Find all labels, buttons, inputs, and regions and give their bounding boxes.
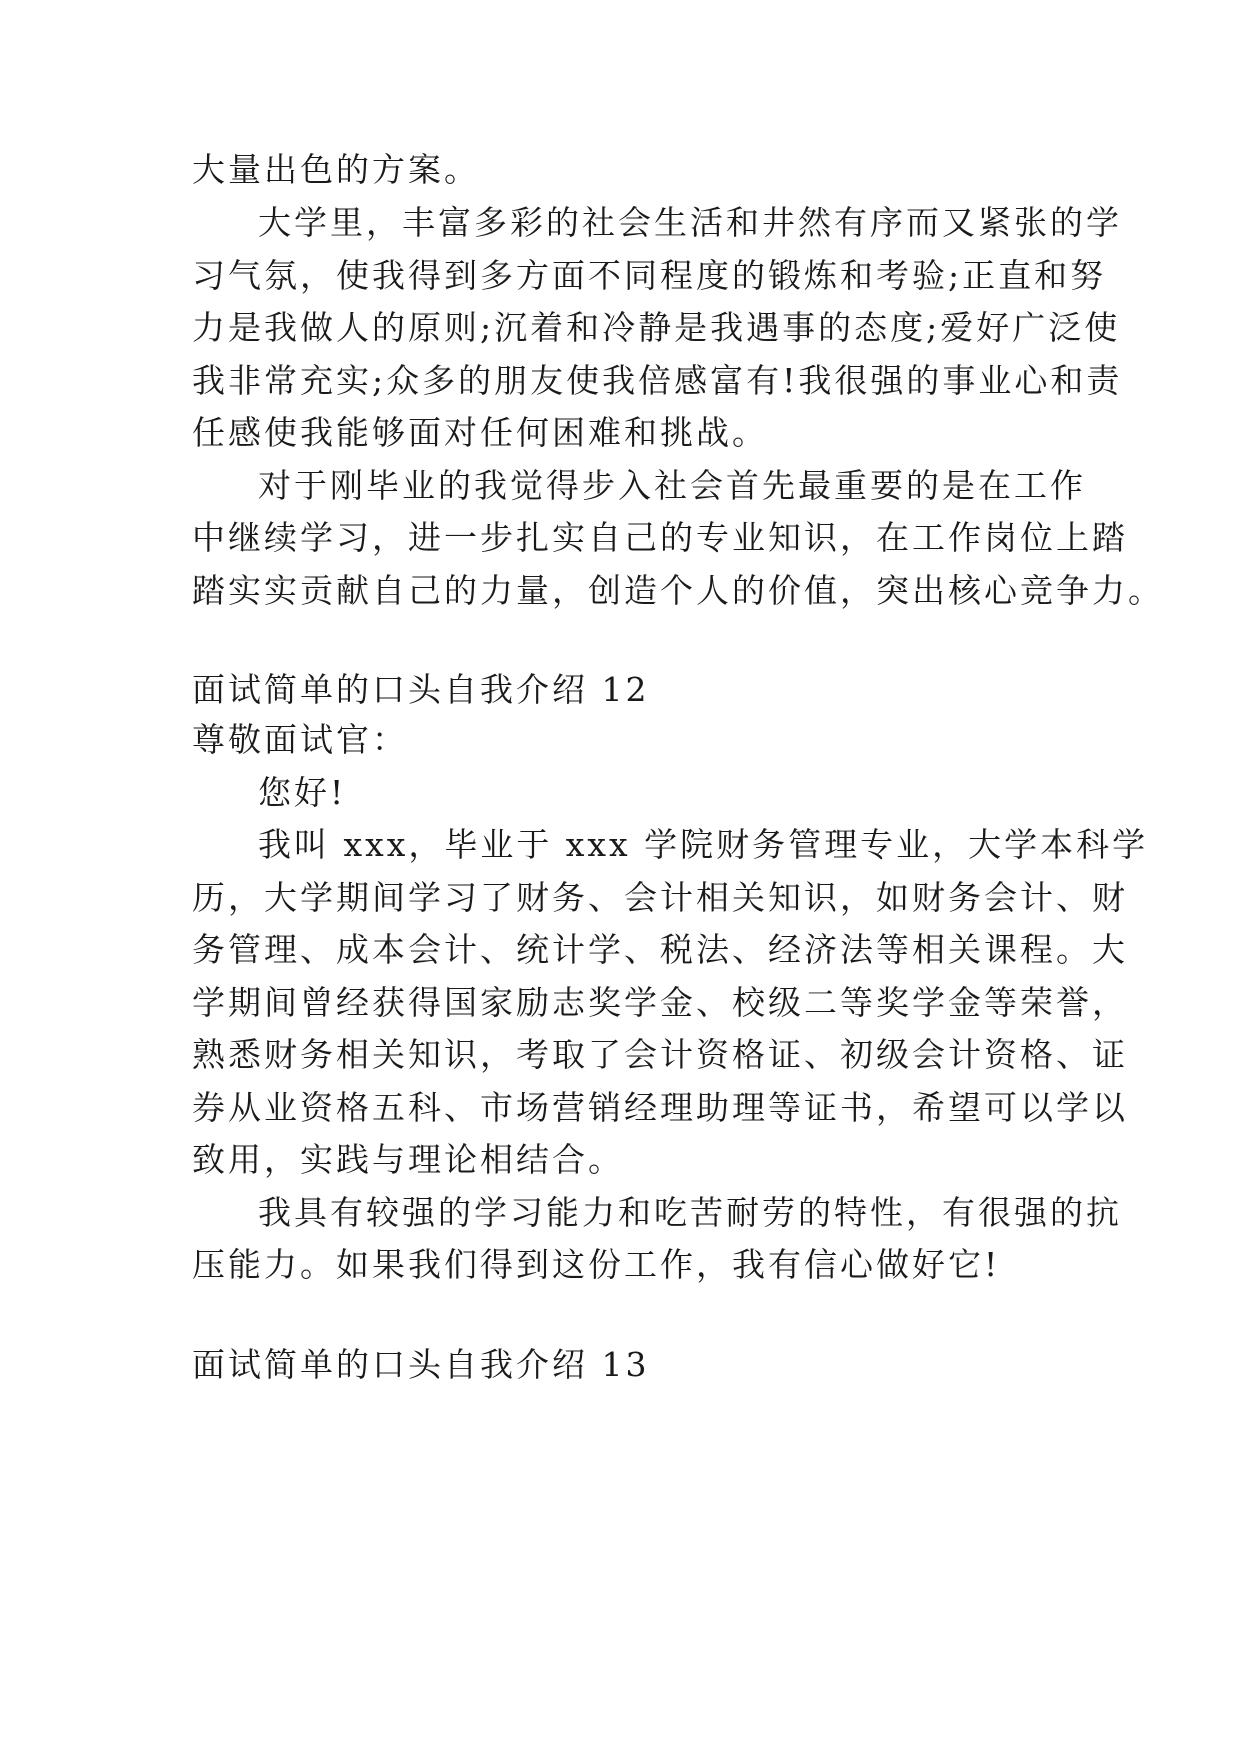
paragraph-line: 力是我做人的原则;沉着和冷静是我遇事的态度;爱好广泛使 bbox=[192, 308, 1121, 347]
paragraph-line: 任感使我能够面对任何困难和挑战。 bbox=[192, 413, 768, 452]
paragraph-line: 踏实实贡献自己的力量，创造个人的价值，突出核心竞争力。 bbox=[192, 571, 1164, 610]
paragraph-line: 大量出色的方案。 bbox=[192, 150, 480, 189]
paragraph-line: 我具有较强的学习能力和吃苦耐劳的特性，有很强的抗 bbox=[258, 1193, 1122, 1232]
paragraph-line: 我叫 xxx，毕业于 xxx 学院财务管理专业，大学本科学 bbox=[258, 825, 1149, 864]
paragraph-line: 学期间曾经获得国家励志奖学金、校级二等奖学金等荣誉， bbox=[192, 983, 1128, 1022]
paragraph-line: 习气氛，使我得到多方面不同程度的锻炼和考验;正直和努 bbox=[192, 256, 1107, 295]
paragraph-line: 务管理、成本会计、统计学、税法、经济法等相关课程。大 bbox=[192, 930, 1128, 969]
paragraph-line: 压能力。如果我们得到这份工作，我有信心做好它! bbox=[192, 1245, 1001, 1284]
paragraph-line: 对于刚毕业的我觉得步入社会首先最重要的是在工作 bbox=[258, 466, 1086, 505]
paragraph-line: 大学里，丰富多彩的社会生活和井然有序而又紧张的学 bbox=[258, 203, 1122, 242]
section-heading: 面试简单的口头自我介绍 12 bbox=[192, 670, 650, 709]
paragraph-line: 历，大学期间学习了财务、会计相关知识，如财务会计、财 bbox=[192, 878, 1128, 917]
paragraph-line: 熟悉财务相关知识，考取了会计资格证、初级会计资格、证 bbox=[192, 1035, 1128, 1074]
paragraph-line: 券从业资格五科、市场营销经理助理等证书，希望可以学以 bbox=[192, 1088, 1128, 1127]
paragraph-line: 致用，实践与理论相结合。 bbox=[192, 1140, 624, 1179]
greeting: 您好! bbox=[258, 773, 347, 812]
section-heading: 面试简单的口头自我介绍 13 bbox=[192, 1345, 650, 1384]
paragraph-line: 中继续学习，进一步扎实自己的专业知识，在工作岗位上踏 bbox=[192, 518, 1128, 557]
salutation: 尊敬面试官： bbox=[192, 720, 408, 759]
paragraph-line: 我非常充实;众多的朋友使我倍感富有!我很强的事业心和责 bbox=[192, 361, 1123, 400]
